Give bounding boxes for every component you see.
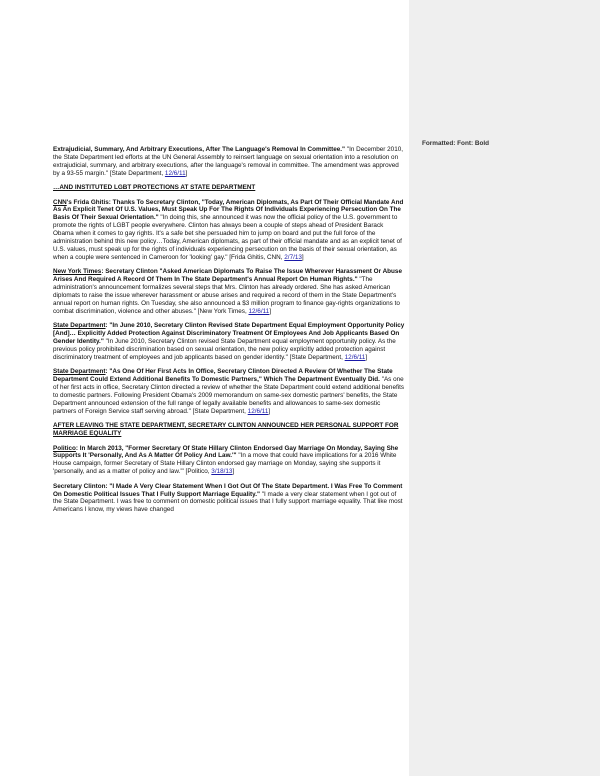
paragraph-text: "I made a very clear statement when I got out of the State Department. I was free to comment on domestic political issues that I fully support marriage equality. That like most Americans I know, my views have changed: [53, 490, 403, 514]
paragraph-executions: Extrajudicial, Summary, And Arbitrary Executions, After The Language's Removal In Committee." "In December 2010, the State Department led efforts at the UN General Assembly to reinsert language on sexual orientation into a resolution on extrajudicial, summary, and arbitrary executions, after the language's removal in committee. The amendment was approved by a 93-55 margin." [State Department, 12/6/11]: [53, 146, 404, 177]
paragraph-text: "In doing this, she announced it was now the official policy of the U.S. government to promote the rights of LGBT people everywhere. Clinton has always been a couple of steps ahead of President Barack Obama when it comes to gay rights. It's a safe bet she persuaded him to jump on board and put the full force of the administration behind this new policy…Today, American diplomats, as part of their official mandate and as an explicit tenet of U.S. values, must speak up for the rights of individuals experiencing persecution on the basis of their sexual orientation, as when a couple were sentenced in Cameroon for 'looking' gay." [Frida Ghitis, CNN,: [53, 214, 402, 261]
citation-link[interactable]: 2/7/13: [284, 253, 302, 261]
comments-pane: [409, 0, 600, 776]
paragraph-clinton-statement: [53, 483, 405, 515]
paragraph-text: "As one of her first acts in office, Secretary Clinton directed a review of whether the State Department could extend additional benefits to domestic partners. Following President Obama's 2009 memorandum on same-sex domestic partners' benefits, the State Department announced extension of the full range of legally available benefits and allowances to same-sex domestic partners of Foreign Service staff serving abroad." [State Department,: [53, 376, 405, 415]
citation-link[interactable]: 12/6/11: [344, 353, 366, 361]
paragraph-nyt: New York Times: Secretary Clinton "Asked American Diplomats To Raise The Issue Wherever Harassment Or Abuse Arises And Required A Record Of Them In The State Department's Annual Report On Human Rights." "The administration's announcement formalizes several steps that Mrs. Clinton has already ordered. She has asked American diplomats to raise the issue wherever harassment or abuse arises and required a record of them in the State Department's annual report on human rights. On Tuesday, she also announced a $3 million program to finance gay-rights organizations to combat discrimination, violence and other abuses." [New York Times, 12/6/11]: [53, 268, 402, 315]
citation-link[interactable]: 12/6/11: [247, 407, 269, 415]
paragraph-headline: : Secretary Clinton "Asked American Diplomats To Raise The Issue Wherever Harassment Or Abuse Arises And Required A Record Of Them In The State Department's Annual Report On Human Rights.": [53, 268, 402, 284]
paragraph-state-partners: State Department: "As One Of Her First Acts In Office, Secretary Clinton Directed A Review Of Whether The State Department Could Extend Additional Benefits To Domestic Partners," Which The Department Eventually Did. "As one of her first acts in office, Secretary Clinton directed a review of whether the State Department could extend additional benefits to domestic partners. Following President Obama's 2009 memorandum on same-sex domestic partners' benefits, the State Department announced extension of the full range of legally available benefits and allowances to same-sex domestic partners of Foreign Service staff serving abroad." [State Department, 12/6/11]: [53, 368, 405, 415]
source-name: State Department: [53, 368, 106, 376]
document-body: [53, 146, 405, 521]
source-name: State Department: [53, 322, 106, 330]
paragraph-headline: Extrajudicial, Summary, And Arbitrary Executions, After The Language's Removal In Committee.": [53, 146, 346, 153]
source-name: New York Times: [53, 268, 102, 276]
paragraph-text: "In December 2010, the State Department led efforts at the UN General Assembly to reinsert language on sexual orientation into a resolution on extrajudicial, summary, and arbitrary executions, after the language's removal in committee. The amendment was approved by a 93-55 margin." [State Department,: [53, 146, 404, 177]
section-heading-marriage-equality: AFTER LEAVING THE STATE DEPARTMENT, SECRETARY CLINTON ANNOUNCED HER PERSONAL SUPPORT FOR MARRIAGE EQUALITY: [53, 422, 399, 438]
paragraph-headline: : "In June 2010, Secretary Clinton Revised State Department Equal Employment Opportunity Policy [And]… Explicitly Added Protection Against Discriminatory Treatment Of Employees And Job Applicants Based On Gender Identity.": [53, 322, 405, 346]
paragraph-headline: Secretary Clinton: "I Made A Very Clear Statement When I Got Out Of The State Department. I Was Free To Comment On Domestic Political Issues That I Fully Support Marriage Equality.": [53, 482, 403, 498]
citation-link[interactable]: 3/18/13: [211, 468, 233, 476]
paragraph-state-eeo: State Department: "In June 2010, Secretary Clinton Revised State Department Equal Employment Opportunity Policy [And]… Explicitly Added Protection Against Discriminatory Treatment Of Employees And Job Applicants Based On Gender Identity." "In June 2010, Secretary Clinton revised State Department equal employment opportunity policy. As the previous policy prohibited discrimination based on sexual orientation, the new policy explicitly added protection against discriminatory treatment of employees and job applicants based on gender identity." [State Department, 12/6/11]: [53, 322, 405, 361]
paragraph-text: "The administration's announcement formalizes several steps that Mrs. Clinton has already ordered. She has asked American diplomats to raise the issue wherever harassment or abuse arises and required a record of them in the State Department's annual report on human rights. On Tuesday, she also announced a $3 million program to finance gay-rights organizations to combat discrimination, violence and other abuses." [New York Times,: [53, 276, 400, 315]
paragraph-headline: : "As One Of Her First Acts In Office, Secretary Clinton Directed A Review Of Whether The State Department Could Extend Additional Benefits To Domestic Partners," Which The Department Eventually Did.: [53, 368, 393, 384]
paragraph-headline: : In March 2013, "Former Secretary Of State Hillary Clinton Endorsed Gay Marriage On Monday, Saying She Supports It 'Personally, And As A Matter Of Policy And Law.'": [53, 444, 399, 460]
paragraph-text: "In a move that could have implications for a 2016 White House campaign, former Secretary of State Hillary Clinton endorsed gay marriage on Monday, saying she supports it 'personally, and as a matter of policy and law.'" [Politico,: [53, 452, 397, 476]
paragraph-cnn: CNN's Frida Ghitis: Thanks To Secretary Clinton, "Today, American Diplomats, As Part Of Their Official Mandate And As An Explicit Tenet Of U.S. Values, Must Speak Up For The Rights Of Individuals Experiencing Persecution On The Basis Of Their Sexual Orientation." "In doing this, she announced it was now the official policy of the U.S. government to promote the rights of LGBT people everywhere. Clinton has always been a couple of steps ahead of President Barack Obama when it comes to gay rights. It's a safe bet she persuaded him to jump on board and put the full force of the administration behind this new policy…Today, American diplomats, as part of their official mandate and as an explicit tenet of U.S. values, must speak up for the rights of individuals experiencing persecution on the basis of their sexual orientation, as when a couple were sentenced in Cameroon for 'looking' gay." [Frida Ghitis, CNN, 2/7/13]: [53, 198, 404, 261]
source-name: Politico: [53, 444, 76, 452]
citation-link[interactable]: 12/6/11: [248, 307, 270, 315]
section-heading-lgbt-protections: …AND INSTITUTED LGBT PROTECTIONS AT STATE DEPARTMENT: [53, 184, 256, 192]
comment-label: Formatted: Font: Bold: [422, 140, 490, 147]
paragraph-politico: Politico: In March 2013, "Former Secretary Of State Hillary Clinton Endorsed Gay Marriage On Monday, Saying She Supports It 'Personally, And As A Matter Of Policy And Law.'" "In a move that could have implications for a 2016 White House campaign, former Secretary of State Hillary Clinton endorsed gay marriage on Monday, saying she supports it 'personally, and as a matter of policy and law.'" [Politico, 3/18/13]: [53, 444, 399, 476]
source-name: CNN: [53, 198, 67, 206]
paragraph-headline: 's Frida Ghitis: Thanks To Secretary Clinton, "Today, American Diplomats, As Part Of Their Official Mandate And As An Explicit Tenet Of U.S. Values, Must Speak Up For The Rights Of Individuals Experiencing Persecution On The Basis Of Their Sexual Orientation.": [53, 198, 404, 222]
citation-link[interactable]: 12/6/11: [164, 169, 186, 177]
paragraph-text: "In June 2010, Secretary Clinton revised State Department equal employment opportunity policy. As the previous policy prohibited discrimination based on sexual orientation, the new policy explicitly added protection against discriminatory treatment of employees and job applicants based on gender identity." [State Department,: [53, 338, 396, 361]
